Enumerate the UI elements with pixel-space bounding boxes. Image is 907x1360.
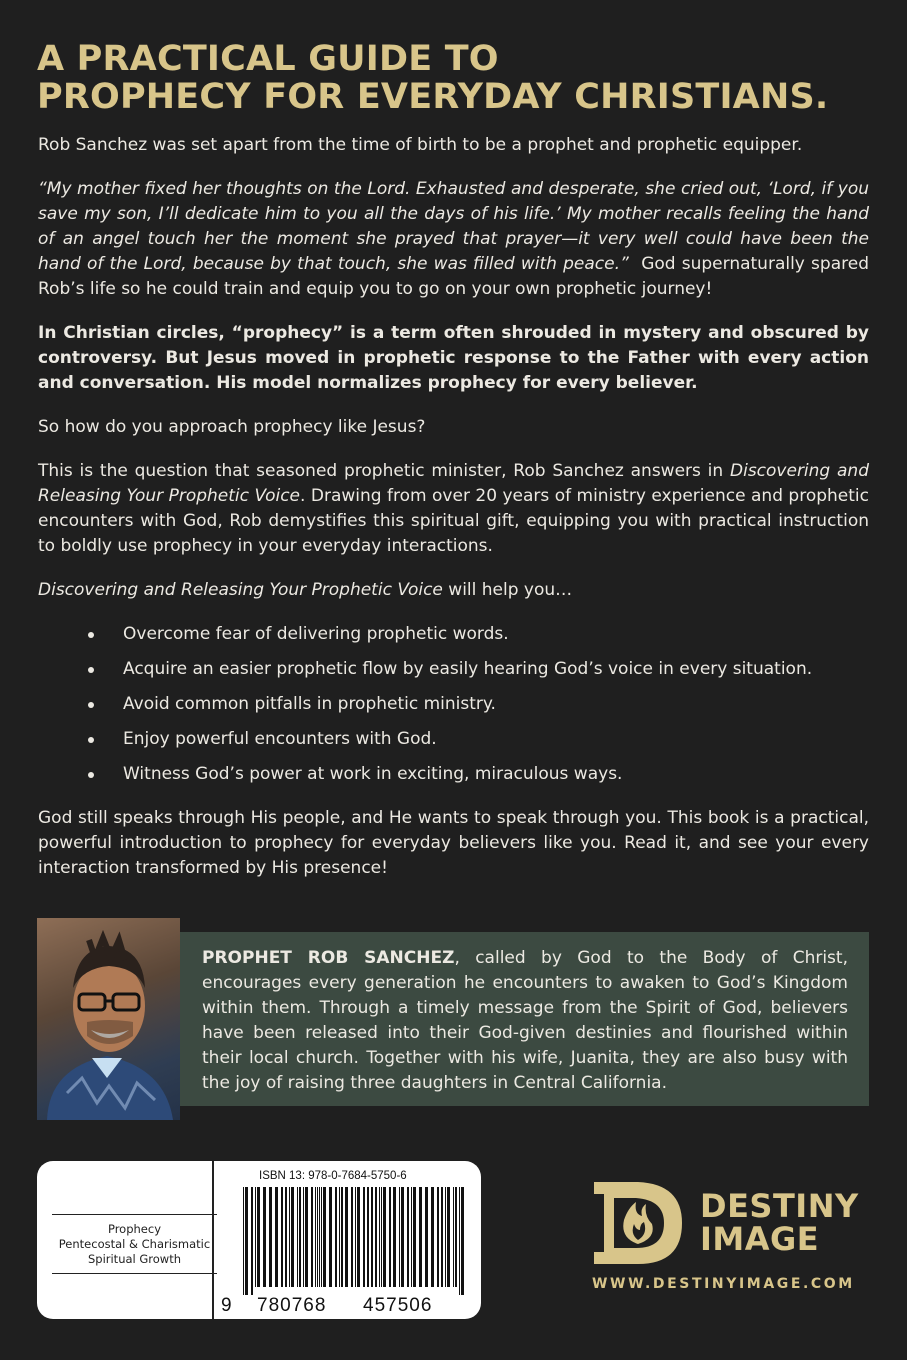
barcode-bar [419, 1187, 422, 1287]
quote-paragraph [38, 177, 869, 302]
quote-after-text: God supernaturally spared Rob’s life so he could train and equip you to go on your own prophetic journey! [38, 254, 869, 299]
category-item: Pentecostal & Charismatic [58, 1236, 211, 1251]
barcode-icon [243, 1187, 465, 1295]
barcode-bar [455, 1187, 457, 1287]
author-section [37, 918, 869, 1120]
barcode-bar [407, 1187, 409, 1287]
publisher-name-line-2: IMAGE [700, 1220, 820, 1258]
barcode-bar [345, 1187, 348, 1287]
barcode-bar [381, 1187, 382, 1287]
barcode-bar [431, 1187, 434, 1287]
benefit-item: Witness God’s power at work in exciting, miraculous ways. [38, 762, 869, 787]
barcode-bar [291, 1187, 294, 1287]
headline [37, 40, 877, 116]
barcode-bar [399, 1187, 400, 1287]
barcode-digits [221, 1295, 471, 1317]
bold-paragraph: In Christian circles, “prophecy” is a term often shrouded in mystery and obscured by controversy. But Jesus moved in prophetic response to the Father with every action and conversation. His model normalizes prophecy for every believer. [38, 323, 869, 393]
barcode-bar [383, 1187, 386, 1287]
barcode-bar [375, 1187, 377, 1287]
barcode-bar [437, 1187, 439, 1287]
barcode-bar [329, 1187, 332, 1287]
barcode-bar [281, 1187, 283, 1287]
barcode-bar [389, 1187, 391, 1287]
barcode-bar [461, 1187, 464, 1295]
barcode-bar [303, 1187, 304, 1287]
barcode-bar [379, 1187, 380, 1287]
barcode-bar [351, 1187, 353, 1287]
barcode-bar [319, 1187, 320, 1287]
barcode-bar [445, 1187, 446, 1287]
question-answer-paragraph [38, 459, 869, 559]
barcode-bar [357, 1187, 360, 1287]
barcode-bar [453, 1187, 454, 1287]
barcode-bar [339, 1187, 340, 1287]
barcode-bar [323, 1187, 326, 1287]
barcode-bar [289, 1187, 290, 1287]
barcode-bar [355, 1187, 356, 1287]
barcode-bar [335, 1187, 337, 1287]
headline-line-1: A PRACTICAL GUIDE TO [37, 39, 499, 79]
barcode-bar [269, 1187, 272, 1287]
barcode-bar [401, 1187, 404, 1287]
question-paragraph: So how do you approach prophecy like Jesus? [38, 417, 426, 437]
intro-paragraph: Rob Sanchez was set apart from the time of birth to be a prophet and prophetic equipper. [38, 135, 803, 155]
barcode-bar [367, 1187, 369, 1287]
author-bio [202, 946, 848, 1096]
barcode-bar [413, 1187, 416, 1287]
barcode-bar [285, 1187, 287, 1287]
answer-text-b: . Drawing from over 20 years of ministry experience and prophetic encounters with God, Rob demystifies this spiritual gift, equipping you with practical instruction to boldly use prophecy in your everyday interactions. [38, 486, 870, 556]
benefit-item: Overcome fear of delivering prophetic words. [38, 622, 869, 647]
isbn-label: ISBN 13: 978-0-7684-5750-6 [259, 1170, 407, 1182]
publisher-name-line-1: DESTINY [700, 1187, 859, 1225]
category-item: Spiritual Growth [87, 1251, 182, 1266]
category-box [52, 1214, 217, 1274]
benefit-list [38, 622, 869, 787]
barcode-bar [363, 1187, 365, 1287]
will-help-text: will help you… [448, 580, 573, 600]
blurb-body [38, 133, 869, 900]
barcode-panel [37, 1161, 481, 1319]
book-title-lead: Discovering and Releasing Your Prophetic Voice [38, 580, 443, 600]
barcode-bar [305, 1187, 308, 1287]
barcode-bar [257, 1187, 260, 1287]
destiny-image-d-flame-icon [590, 1178, 685, 1268]
barcode-bar [245, 1187, 248, 1295]
barcode-digit-first: 9 [221, 1295, 233, 1316]
barcode-bar [251, 1187, 253, 1295]
barcode-bar [411, 1187, 412, 1287]
category-item: Prophecy [107, 1221, 162, 1236]
benefit-item: Avoid common pitfalls in prophetic ministry. [38, 692, 869, 717]
barcode-bar [393, 1187, 396, 1287]
benefit-item: Acquire an easier prophetic flow by easily hearing God’s voice in every situation. [38, 657, 869, 682]
barcode-bar [255, 1187, 256, 1287]
author-name: PROPHET ROB SANCHEZ [202, 948, 455, 968]
barcode-bar [371, 1187, 373, 1287]
publisher-url: WWW.DESTINYIMAGE.COM [592, 1276, 855, 1292]
closing-paragraph: God still speaks through His people, and He wants to speak through you. This book is a practical, powerful introduction to prophecy for everyday believers like you. Read it, and see your every interaction transformed by His presence! [38, 808, 869, 878]
barcode-bar [243, 1187, 244, 1295]
book-title-inline: Discovering and Releasing Your Prophetic Voice [38, 461, 869, 506]
headline-line-2: PROPHECY FOR EVERYDAY CHRISTIANS. [37, 77, 829, 117]
barcode-bar [311, 1187, 313, 1287]
mother-quote: “My mother fixed her thoughts on the Lord. Exhausted and desperate, she cried out, ‘Lord, if you save my son, I’ll dedicate him to you all the days of his life.’ My mother recalls feeling the hand of an angel touch her the moment she prayed that prayer—it very well could have been the hand of the Lord, because by that touch, she was filled with peace.” [38, 179, 869, 274]
panel-divider [212, 1161, 214, 1319]
answer-text-a: This is the question that seasoned prophetic minister, Rob Sanchez answers in [38, 461, 724, 481]
barcode-bar [459, 1187, 460, 1295]
author-portrait-illustration [37, 918, 180, 1120]
publisher-logo [590, 1178, 880, 1298]
barcode-bar [447, 1187, 450, 1287]
barcode-bar [441, 1187, 443, 1287]
benefit-item: Enjoy powerful encounters with God. [38, 727, 869, 752]
will-help-paragraph [38, 578, 869, 603]
author-bio-text: , called by God to the Body of Christ, encourages every generation he encounters to awaken to God’s Kingdom within them. Through a timely message from the Spirit of God, believers have been released into their God-given destinies and flourished within their local church. Together with his wife, Juanita, they are also busy with the joy of raising three daughters in Central California. [202, 948, 848, 1093]
barcode-bar [297, 1187, 298, 1287]
barcode-digits-right: 457506 [363, 1295, 433, 1316]
barcode-bar [341, 1187, 343, 1287]
barcode-digits-left: 780768 [257, 1295, 327, 1316]
barcode-bar [299, 1187, 301, 1287]
barcode-bar [275, 1187, 278, 1287]
publisher-name [700, 1187, 859, 1258]
barcode-bar [425, 1187, 428, 1287]
barcode-bar [263, 1187, 266, 1287]
barcode-bar [315, 1187, 316, 1287]
barcode-bar [317, 1187, 318, 1287]
barcode-bar [321, 1187, 322, 1287]
author-photo [37, 918, 180, 1120]
